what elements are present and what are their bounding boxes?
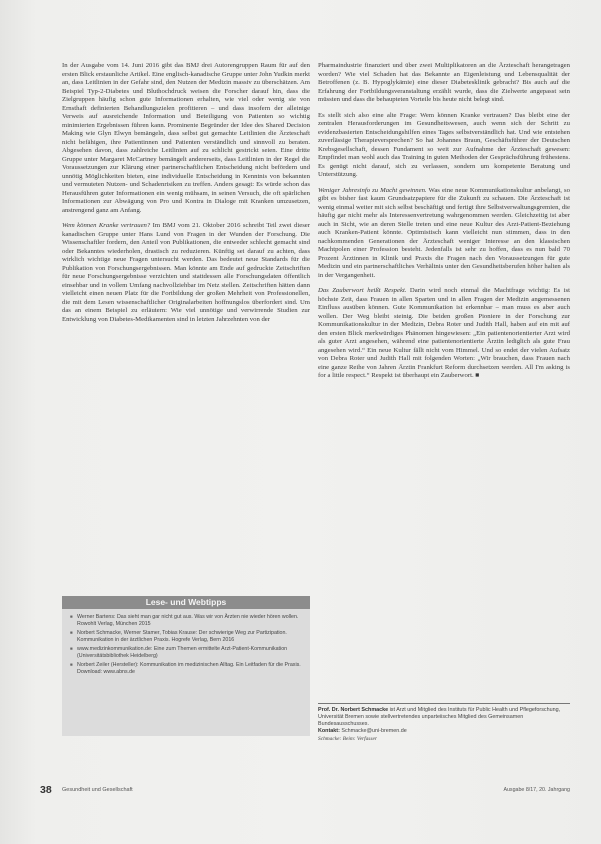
- paragraph-lead: Das Zauberwort heißt Respekt.: [318, 287, 407, 294]
- paragraph-lead: Wem können Kranke vertrauen?: [62, 222, 151, 229]
- paragraph-body: Was eine neue Kommunikationskultur anbelangt, so gibt es bisher fast kaum Grundsatzpapiere für die Zukunft zu schauen. Die Ärzteschaft ist wenig einmal weiter mit sich selbst beschäftigt und fertigt ihre Selbstverwaltungsgremien, die häufig gar nicht mehr als Interessenvertretung wahrgenommen werden. Gleichzeitig ist aber auch in Sicht, wie an deren Stelle treten und eine neue Kultur des Arzt-Patient-Beziehung auch Kranken-Patient könnte. Optimistisch kann vielleicht nun stimmen, dass in den nachkommenden Generationen der Ärzteschaft weniger Interesse an den klassischen Machtpolen einer Profession besteht. Jedenfalls ist sehr zu hoffen, dass es nun bald 70 Prozent Ärztinnen in Klinik und Praxis die Fragen nach den Voraussetzungen für gute Medizin und ein partnerschaftliches Verhältnis unter den Gesundheitsberufen höher halten als in der Vergangenheit.: [318, 186, 570, 279]
- contact-email: Schmacke@uni-bremen.de: [339, 728, 407, 734]
- paragraph: In der Ausgabe vom 14. Juni 2016 gibt das BMJ drei Autorengruppen Raum für auf den ersten Blick erstaunliche Artikel. Eine englisch-kanadische Gruppe unter John Yudkin merkt an, dass Leitlinien in der Gefahr sind, den Nutzen der Medizin massiv zu überschätzen. Am Beispiel Typ-2-Diabetes und Bluthochdruck weisen die Forscher darauf hin, dass die Zielgruppen häufig schon gute Informationen erhalten, wie viel oder wenig sie von Ernsthaft definierten Behandlungszielen profitieren – und dass insofern der alleinige Verweis auf ausreichende Information und Beteiligung von Patienten so wichtig minimierten Ergebnissen führen kann. Prominente Begründer der Idee des Shared Decision Making wie Glyn Elwyn bemängeln, dass selbst gut gemachte Leitlinien die Ärzteschaft nicht befähigen, ihre Patientinnen und Patienten verständlich und sinnvoll zu beraten. Abgesehen davon, dass zahlreiche Leitlinien auf zu schlicht gestrickt seien. Eine dritte Gruppe unter Margaret McCartney bemängelt andererseits, dass Leitlinien in der Regel die Voraussetzungen zur Klärung einer partnerschaftlichen Entscheidung nicht befördern und unnötig Möglichkeiten bieten, eine individuelle Entscheidung in Kenntnis von bekannten und vermuteten Nutzen- und Schadenrisiken zu treffen. Anders gesagt: Es würde schon das Herausführen guter Informationen ein wenig mühsam, in seinen Versuch, die oft spärlichen Informationen zur Abwägung von Pro und Kontra in Dialoge mit Kranken umzusetzen, anstrengend ganz am Anfang.: [62, 62, 310, 214]
- author-bio: [318, 707, 570, 728]
- reading-tips-title: Lese- und Webtipps: [62, 596, 310, 609]
- reading-tips-list: [70, 614, 302, 676]
- page-footer: [40, 784, 570, 796]
- paragraph: [318, 287, 570, 381]
- journal-name: Gesundheit und Gesellschaft: [62, 787, 133, 793]
- reading-tip-item: ■ Norbert Schmacke, Werner Stamer, Tobias Krause: Der schwierige Weg zur Partizipation. Kommunikation in der ärztlichen Praxis. Hogrefe Verlag, Bern 2016: [70, 630, 302, 644]
- reading-tips-box: [62, 596, 310, 736]
- reading-tip-item: ■ www.medizinkommunikation.de: Eine zum Themen ermittelte Arzt-Patient-Kommunikation (Universitätsbibliothek Heidelberg): [70, 646, 302, 660]
- photo-credit: Schmacke: Beim: Verfasser: [318, 736, 377, 742]
- paragraph-body: Im BMJ vom 21. Oktober 2016 schreibt Teil zwei dieser kanadischen Gruppe unter Hans Lund von Fragen in der Wunden der Forschung. Die Wissenschaftler fordern, den Anteil von Publikationen, die entweder schlecht gemacht sind oder Bekanntes wiederholen, drastisch zu reduzieren. Künftig sei darauf zu achten, dass wirklich wichtige neue Fragen untersucht werden. Das bedeutet neue Standards für die Publikation von Forschungsergebnissen. Man könnte am Ende auf gedruckte Zeitschriften für neue Forschungsergebnisse verzichten und stattdessen alle Forschungsdaten öffentlich einsehbar und in vollem Umfang nachvollziehbar im Netz stellen. Zeitschriften hätten dann vielleicht einen neuen Platz für die Fortbildung der großen Mehrheit von Professionellen, die mit dem Lesen wissenschaftlicher Originalarbeiten hoffnungslos überfordert sind. Um das an einem Beispiel zu erläutern: Wie viel unnötige und verwirrende Studien zur Entwicklung von Diabetes-Medikamenten sind in letzten Jahrzehnten von der: [62, 222, 310, 323]
- paragraph-lead: Weniger Jahresinfo zu Macht gewinnen.: [318, 186, 427, 194]
- paragraph: [318, 187, 570, 281]
- author-box: [318, 703, 570, 743]
- reading-tip-item: ■ Norbert Zeiler (Hersteller): Kommunikation im medizinischen Alltag. Ein Leitfaden für die Praxis. Download: www.abns.de: [70, 662, 302, 676]
- issue-info: Ausgabe 8/17, 20. Jahrgang: [503, 787, 570, 793]
- page-number: 38: [40, 784, 52, 796]
- author-name: Prof. Dr. Norbert Schmacke: [318, 707, 389, 713]
- contact-label: Kontakt:: [318, 728, 340, 734]
- left-column: [62, 62, 310, 324]
- author-contact: [318, 728, 570, 735]
- paragraph: Pharmaindustrie finanziert und über zwei Multiplikatoren an die Ärzteschaft herangetragen worden? Wie viel Schaden hat das Bekannte an Eigenleistung und Lebensqualität der Betroffenen (z. B. Hypoglykämie) eine dieser Diabetesklinik gebracht? Bis auch auf die Erfahrung der Fortbildungsveranstaltung erzählt wurde, dass die Zielwerte angepasst sein müssten und dass die behaupteten Vorteile bis heute nicht belegt sind.: [318, 62, 570, 103]
- paragraph-body: Darin wird noch einmal die Machtfrage wichtig: Es ist höchste Zeit, dass Frauen in allen Sparten und in allen Fragen der Medizin angemessenen Einfluss ausüben können. Gute Kommunikation ist erkennbar – man muss es aber auch wollen. Der Weg bleibt steinig. Die beiden großen Pioniere in der Forschung zur Kommunikationskultur in der Medizin, Debra Roter und Judith Hall, haben auf ein mit auf den ersten Blick merkwürdiges Phänomen hingewiesen: „Ein patientenorientierter Arzt wird als guter Arzt angesehen, während eine patientenorientierte Ärztin lediglich als gute Frau angesehen wird.“ Ein neue Kultur fällt nicht vom Himmel. Und so endet der vielen Aufsatz von Debra Roter und Judith Hall mit folgenden Worten: „Wir brauchen, dass Frauen nach eine ganze Reihe von Jahren Ärztin Frankfurt Reform durchsetzen werden. All I'm asking is for a little respect.“ Respekt ist überhaupt ein Zauberwort. ■: [318, 287, 570, 379]
- divider: [318, 703, 570, 704]
- reading-tip-item: ■ Werner Bartens: Das sieht man gar nicht gut aus. Was wir von Ärzten nie wieder hören wollen. Rowohlt Verlag, München 2015: [70, 614, 302, 628]
- paragraph: Es stellt sich also eine alte Frage: Wem können Kranke vertrauen? Das bleibt eine der zentralen Herausforderungen im Gesundheitswesen, auch wenn sich der Schritt zu evidenzbasierten Entscheidungshilfen eines Tages selbstverständlich hat. Und wie entstehen zuverlässige Therapieversprechen? So hat Johannes Braun, Geschäftsführer der Deutschen Krebsgesellschaft, dessen Fundament so weit zur Aufnahme der Ärzteschaft gewesen: Empfindet man wohl auch das Training in guten Methoden der Gesprächsführung frühestens. Es genügt nicht darauf, sich zu verlassen, sondern um kompetente Beratung und Unterstützung.: [318, 111, 570, 178]
- right-column: [318, 62, 570, 381]
- paragraph: [62, 222, 310, 324]
- author-description: ist Arzt und Mitglied des Instituts für Public Health und Pflegeforschung, Universität Bremen sowie stellvertretendes unparteiisches Mitglied des Gemeinsamen Bundesausschusses.: [318, 707, 561, 727]
